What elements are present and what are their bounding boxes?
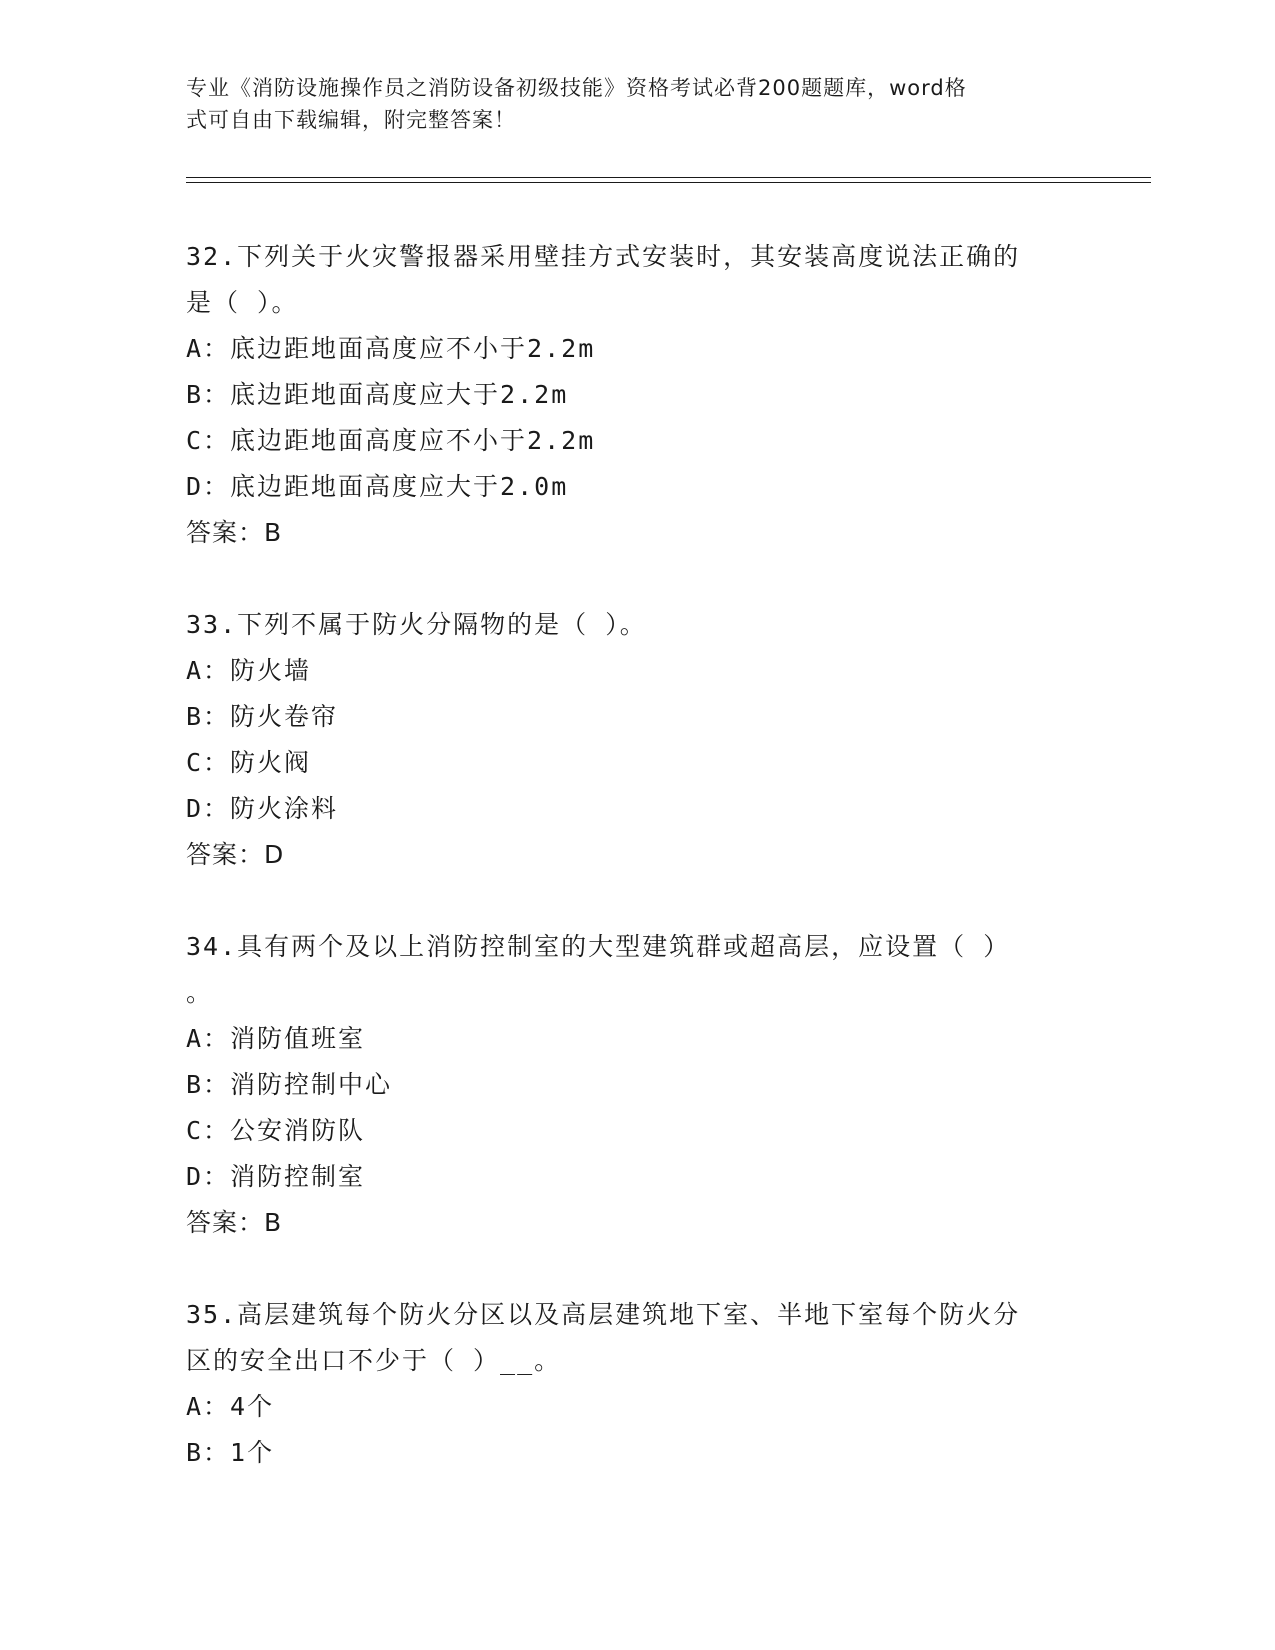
- document-header: [186, 72, 1066, 136]
- option-b: B：底边距地面高度应大于2.2m: [186, 380, 569, 409]
- stem-line: 35.高层建筑每个防火分区以及高层建筑地下室、半地下室每个防火分: [186, 1300, 1021, 1329]
- option-b: B：防火卷帘: [186, 702, 339, 731]
- option-a: A：防火墙: [186, 656, 312, 685]
- question-33: [186, 602, 1066, 878]
- stem-line: 是（ ）。: [186, 288, 299, 317]
- question-35: [186, 1292, 1066, 1476]
- option-d: D：底边距地面高度应大于2.0m: [186, 472, 569, 501]
- header-line-2: 式可自由下载编辑，附完整答案！: [186, 108, 516, 132]
- stem-line: 32.下列关于火灾警报器采用壁挂方式安装时，其安装高度说法正确的: [186, 242, 1021, 271]
- question-34: [186, 924, 1066, 1246]
- option-a: A：消防值班室: [186, 1024, 366, 1053]
- question-stem: [186, 602, 1066, 648]
- question-stem: [186, 234, 1066, 326]
- stem-line: 33.下列不属于防火分隔物的是（ ）。: [186, 610, 647, 639]
- option-b: B：消防控制中心: [186, 1070, 393, 1099]
- answer: 答案：B: [186, 518, 283, 547]
- question-32: [186, 234, 1066, 556]
- option-c: C：公安消防队: [186, 1116, 366, 1145]
- stem-line: 。: [186, 978, 214, 1007]
- answer: 答案：D: [186, 840, 285, 869]
- question-list: [186, 234, 1066, 1522]
- option-d: D：防火涂料: [186, 794, 339, 823]
- question-stem: [186, 1292, 1066, 1384]
- header-divider-top: [186, 177, 1151, 178]
- header-divider-bottom: [186, 182, 1151, 183]
- answer: 答案：B: [186, 1208, 283, 1237]
- stem-line: 区的安全出口不少于（ ）__。: [186, 1346, 562, 1375]
- option-b: B：1个: [186, 1438, 275, 1467]
- question-stem: [186, 924, 1066, 1016]
- option-a: A：底边距地面高度应不小于2.2m: [186, 334, 596, 363]
- option-c: C：防火阀: [186, 748, 312, 777]
- header-line-1: 专业《消防设施操作员之消防设备初级技能》资格考试必背200题题库，word格: [186, 76, 967, 100]
- option-a: A：4个: [186, 1392, 275, 1421]
- stem-line: 34.具有两个及以上消防控制室的大型建筑群或超高层，应设置（ ）: [186, 932, 1011, 961]
- option-c: C：底边距地面高度应不小于2.2m: [186, 426, 596, 455]
- option-d: D：消防控制室: [186, 1162, 366, 1191]
